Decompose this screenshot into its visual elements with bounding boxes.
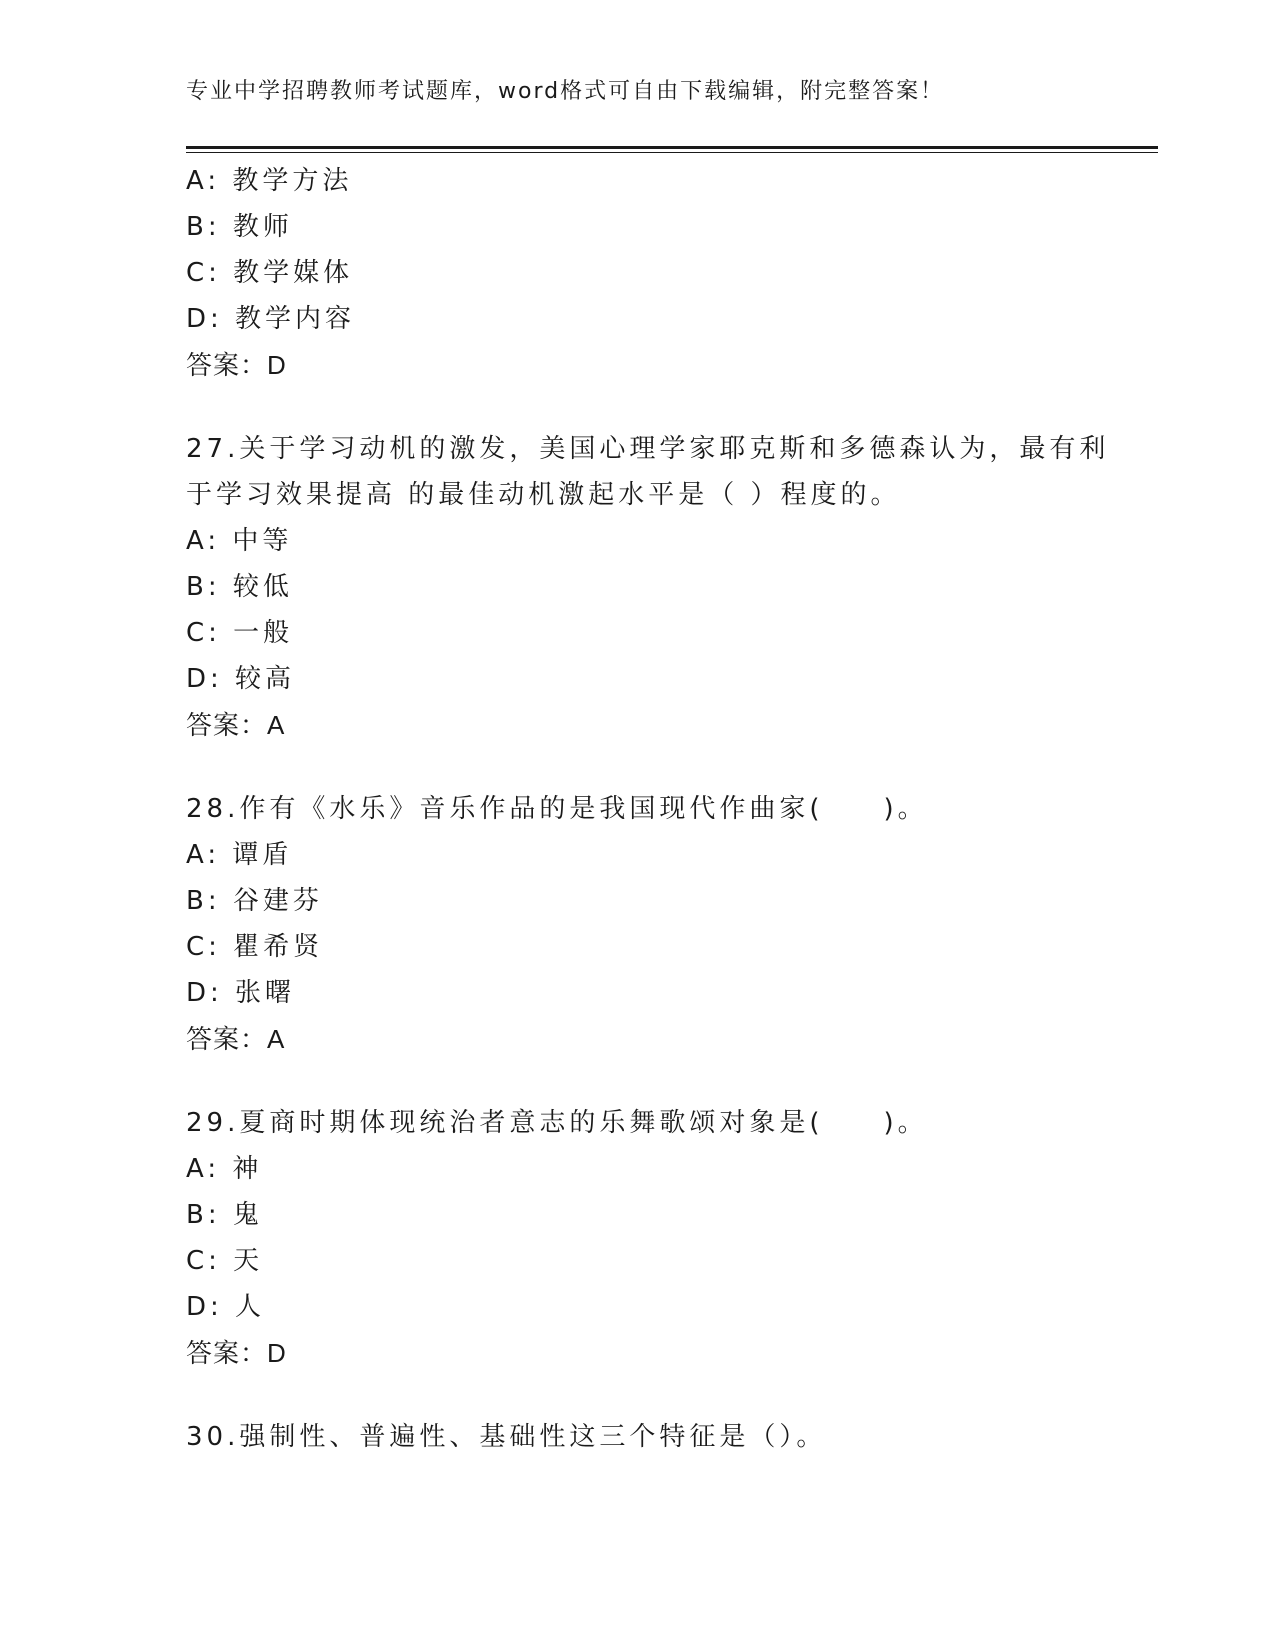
option-a: A: 谭盾 [186, 840, 293, 870]
question-stem: 30.强制性、普遍性、基础性这三个特征是（）。 [186, 1422, 827, 1452]
question-30 [186, 1414, 1086, 1460]
question-26-continued [186, 158, 1086, 388]
option-d: D: 教学内容 [186, 304, 356, 334]
header-rule-thick [186, 146, 1158, 149]
question-content [186, 158, 1110, 1460]
question-27 [186, 426, 1110, 748]
option-b: B: 鬼 [186, 1200, 263, 1230]
answer-line: 答案：A [186, 1024, 286, 1054]
question-stem: 于学习效果提高 的最佳动机激起水平是（ ）程度的。 [186, 480, 901, 510]
option-d: D: 张曙 [186, 978, 296, 1008]
question-stem: 27.关于学习动机的激发，美国心理学家耶克斯和多德森认为，最有利 [186, 434, 1110, 464]
option-c: C: 教学媒体 [186, 258, 354, 288]
question-28 [186, 786, 1086, 1062]
option-d: D: 人 [186, 1292, 266, 1322]
option-b: B: 谷建芬 [186, 886, 323, 916]
option-a: A: 神 [186, 1154, 263, 1184]
option-b: B: 教师 [186, 212, 293, 242]
question-29 [186, 1100, 1086, 1376]
answer-line: 答案：A [186, 710, 286, 740]
question-stem: 29.夏商时期体现统治者意志的乐舞歌颂对象是( )。 [186, 1108, 928, 1138]
option-c: C: 一般 [186, 618, 294, 648]
question-stem: 28.作有《水乐》音乐作品的是我国现代作曲家( )。 [186, 794, 928, 824]
answer-line: 答案：D [186, 350, 287, 380]
header-rule-thin [186, 152, 1158, 153]
option-c: C: 天 [186, 1246, 264, 1276]
option-b: B: 较低 [186, 572, 293, 602]
option-a: A: 中等 [186, 526, 293, 556]
option-a: A: 教学方法 [186, 166, 353, 196]
page-header: 专业中学招聘教师考试题库，word格式可自由下载编辑，附完整答案！ [186, 79, 945, 104]
answer-line: 答案：D [186, 1338, 287, 1368]
option-d: D: 较高 [186, 664, 296, 694]
option-c: C: 瞿希贤 [186, 932, 324, 962]
